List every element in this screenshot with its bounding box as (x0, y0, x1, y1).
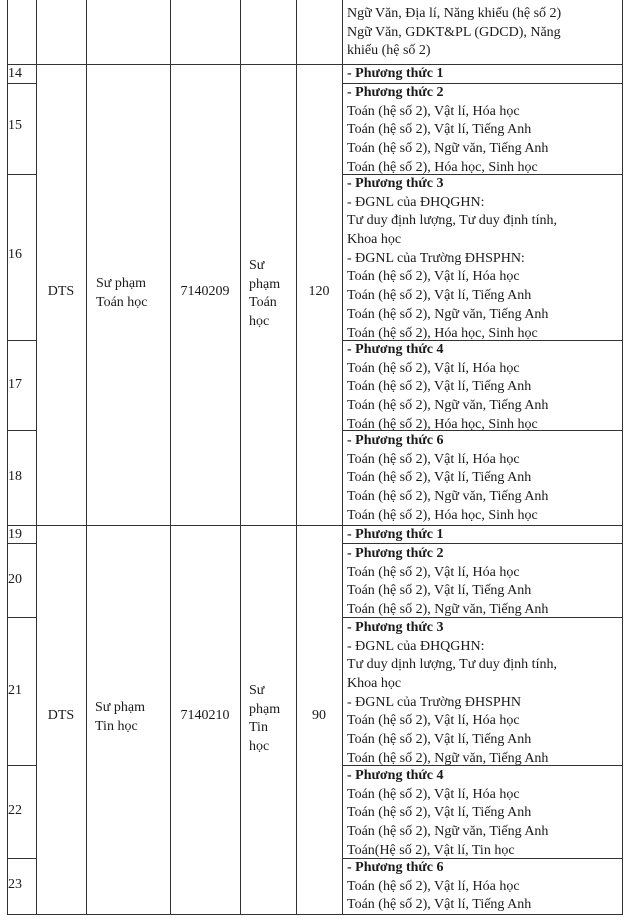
method-heading: - Phương thức 2 (347, 546, 444, 561)
text-line: Toán (hệ số 2), Vật lí, Tiếng Anh (347, 583, 532, 599)
method-block (347, 526, 623, 545)
text-line: Toán (hệ số 2), Hóa học, Sinh học (347, 325, 538, 341)
method-heading: - Phương thức 3 (347, 620, 444, 635)
row-line (7, 340, 36, 341)
row-number: 22 (8, 803, 22, 818)
method-block (347, 859, 623, 915)
method-block (347, 341, 623, 434)
text-line: Toán (hệ số 2), Ngữ văn, Tiếng Anh (347, 398, 549, 414)
text-line: Toán (hệ số 2), Hóa học, Sinh học (347, 507, 538, 523)
method-heading: - Phương thức 2 (347, 85, 444, 100)
training-name-line: học (249, 738, 270, 754)
method-block (347, 619, 623, 769)
method-block (347, 65, 623, 84)
text-line: Khoa học (347, 232, 402, 248)
training-name-line: Sư (249, 683, 265, 698)
text-line: Toán (hệ số 2), Vật lí, Hóa học (347, 713, 520, 729)
text-line: khiếu (hệ số 2) (347, 43, 431, 59)
major-name (95, 699, 145, 736)
row-number: 19 (8, 527, 22, 542)
training-name-line: Sư (249, 258, 265, 273)
col-line-4 (240, 0, 241, 915)
text-line: Toán (hệ số 2), Hóa học, Sinh học (347, 416, 538, 432)
text-line: - ĐGNL của ĐHQGHN: (347, 194, 485, 210)
text-line: Toán (hệ số 2), Vật lí, Tiếng Anh (347, 470, 532, 486)
major-name-line: Tin học (95, 718, 138, 734)
col-line-6 (342, 0, 343, 915)
row-line (7, 430, 36, 431)
text-line: Toán (hệ số 2), Vật lí, Tiếng Anh (347, 379, 532, 395)
top-block (347, 5, 623, 61)
text-line: Toán(Hệ số 2), Vật lí, Tin học (347, 842, 515, 858)
text-line: Tư duy dịnh lượng, Tư duy định tính, (347, 657, 557, 673)
row-number: 23 (8, 877, 22, 892)
row-number: 21 (8, 683, 22, 698)
text-line: - ĐGNL của ĐHQGHN: (347, 638, 485, 654)
method-heading: - Phương thức 1 (347, 66, 444, 81)
method-block (347, 84, 623, 177)
text-line: Toán (hệ số 2), Vật lí, Hóa học (347, 360, 520, 376)
major-name-line: Sư phạm (95, 700, 145, 715)
major-code: 7140209 (180, 284, 230, 299)
text-line: Toán (hệ số 2), Vật lí, Tiếng Anh (347, 732, 532, 748)
row-line (7, 83, 36, 84)
method-heading: - Phương thức 4 (347, 768, 444, 783)
major-name (96, 275, 148, 312)
text-line: Ngữ Văn, GDKT&PL (GDCD), Năng (347, 24, 561, 40)
method-heading: - Phương thức 3 (347, 176, 444, 191)
training-name-line: Toán (249, 295, 277, 310)
quota: 120 (308, 284, 330, 299)
method-block (347, 175, 623, 343)
text-line: Toán (hệ số 2), Vật lí, Hóa học (347, 786, 520, 802)
text-line: Ngữ Văn, Địa lí, Năng khiếu (hệ số 2) (347, 6, 562, 21)
text-line: Khoa học (347, 676, 402, 692)
major-name-line: Toán học (96, 294, 148, 310)
quota: 90 (312, 708, 326, 723)
col-line-5 (296, 0, 297, 915)
row-number: 15 (8, 118, 22, 133)
method-heading: - Phương thức 6 (347, 433, 444, 448)
major-code: 7140210 (180, 708, 230, 723)
training-name-line: Tin (249, 720, 268, 735)
text-line: Toán (hệ số 2), Hóa học, Sinh học (347, 159, 538, 175)
text-line: Tư duy định lượng, Tư duy định tính, (347, 213, 557, 229)
text-line: Toán (hệ số 2), Ngữ văn, Tiếng Anh (347, 489, 549, 505)
row-number: 18 (8, 469, 22, 484)
col-line-left (7, 0, 8, 915)
text-line: Toán (hệ số 2), Ngữ văn, Tiếng Anh (347, 824, 549, 840)
text-line: Toán (hệ số 2), Ngữ văn, Tiếng Anh (347, 602, 549, 618)
method-block (347, 767, 623, 860)
row-line (7, 617, 36, 618)
text-line: Toán (hệ số 2), Vật lí, Tiếng Anh (347, 897, 532, 913)
training-name-line: phạm (249, 701, 281, 717)
row-line (7, 174, 36, 175)
text-line: Toán (hệ số 2), Ngữ văn, Tiếng Anh (347, 750, 549, 766)
training-name (249, 257, 280, 331)
row-number: 16 (8, 247, 22, 262)
method-block (347, 432, 623, 525)
text-line: Toán (hệ số 2), Vật lí, Tiếng Anh (347, 288, 532, 304)
row-line (7, 765, 36, 766)
method-heading: - Phương thức 4 (347, 342, 444, 357)
text-line: Toán (hệ số 2), Vật lí, Hóa học (347, 103, 520, 119)
row-number: 17 (8, 377, 22, 392)
row-number: 14 (8, 66, 22, 81)
training-name-line: phạm (249, 276, 281, 292)
school-code: DTS (47, 708, 75, 723)
col-line-1 (36, 0, 37, 915)
method-heading: - Phương thức 1 (347, 527, 444, 542)
row-line (7, 858, 36, 859)
text-line: Toán (hệ số 2), Vật lí, Hóa học (347, 451, 520, 467)
major-name-line: Sư phạm (96, 276, 146, 291)
training-name (249, 682, 280, 756)
text-line: - ĐGNL của Trường ĐHSPHN (347, 694, 521, 710)
text-line: Toán (hệ số 2), Ngữ văn, Tiếng Anh (347, 141, 549, 157)
method-block (347, 545, 623, 620)
school-code: DTS (47, 284, 75, 299)
text-line: - ĐGNL của Trường ĐHSPHN: (347, 250, 525, 266)
text-line: Toán (hệ số 2), Vật lí, Hóa học (347, 269, 520, 285)
text-line: Toán (hệ số 2), Vật lí, Hóa học (347, 564, 520, 580)
method-heading: - Phương thức 6 (347, 860, 444, 875)
training-name-line: học (249, 313, 270, 329)
col-line-2 (86, 0, 87, 915)
row-number: 20 (8, 572, 22, 587)
text-line: Toán (hệ số 2), Vật lí, Tiếng Anh (347, 805, 532, 821)
col-line-3 (170, 0, 171, 915)
text-line: Toán (hệ số 2), Vật lí, Tiếng Anh (347, 122, 532, 138)
text-line: Toán (hệ số 2), Ngữ văn, Tiếng Anh (347, 306, 549, 322)
text-line: Toán (hệ số 2), Vật lí, Hóa học (347, 878, 520, 894)
